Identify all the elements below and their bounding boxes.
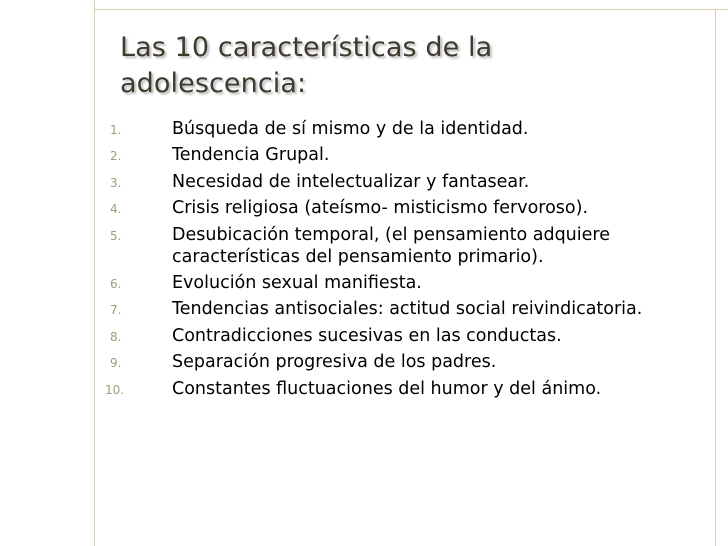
list-item bbox=[110, 224, 722, 268]
list-number: 9. bbox=[110, 356, 122, 371]
list-item-text: Tendencia Grupal. bbox=[172, 145, 330, 166]
list-number: 8. bbox=[110, 329, 122, 344]
list-number: 10. bbox=[105, 382, 125, 397]
list-number: 6. bbox=[110, 276, 122, 291]
list-item bbox=[110, 325, 722, 347]
list-number: 5. bbox=[110, 228, 122, 243]
list-number: 4. bbox=[110, 202, 122, 217]
list-item-text: Contradicciones sucesivas en las conductas. bbox=[172, 325, 562, 346]
characteristics-list bbox=[105, 118, 722, 404]
list-number: 7. bbox=[110, 303, 122, 318]
list-number: 3. bbox=[110, 175, 122, 190]
list-item-text: Tendencias antisociales: actitud social reivindicatoria. bbox=[172, 299, 643, 320]
list-item bbox=[110, 144, 722, 166]
list-item-text: Crisis religiosa (ateísmo- misticismo fervoroso). bbox=[172, 198, 589, 219]
list-item-text-line-2: características del pensamiento primario). bbox=[172, 246, 544, 267]
frame-left-border bbox=[94, 0, 95, 546]
list-item bbox=[110, 298, 722, 320]
list-item bbox=[110, 118, 722, 140]
list-number: 2. bbox=[110, 149, 122, 164]
frame-top-border bbox=[94, 9, 728, 10]
list-item-text: Necesidad de intelectualizar y fantasear. bbox=[172, 171, 530, 192]
list-item bbox=[110, 351, 722, 373]
list-item-text: Separación progresiva de los padres. bbox=[172, 352, 497, 373]
list-item bbox=[110, 272, 722, 294]
list-item-text: Búsqueda de sí mismo y de la identidad. bbox=[172, 119, 529, 139]
list-item bbox=[110, 171, 722, 193]
list-number: 1. bbox=[110, 123, 122, 137]
title-line-1: Las 10 características de la bbox=[120, 32, 493, 63]
list-item bbox=[105, 378, 722, 400]
list-item-text-line-1: Desubicación temporal, (el pensamiento adquiere bbox=[172, 224, 610, 245]
title-line-2: adolescencia: bbox=[120, 68, 307, 99]
list-item bbox=[110, 197, 722, 219]
list-item-text: Constantes fluctuaciones del humor y del ánimo. bbox=[172, 378, 602, 399]
slide-title bbox=[120, 30, 700, 102]
list-item-text: Evolución sexual manifiesta. bbox=[172, 272, 422, 293]
